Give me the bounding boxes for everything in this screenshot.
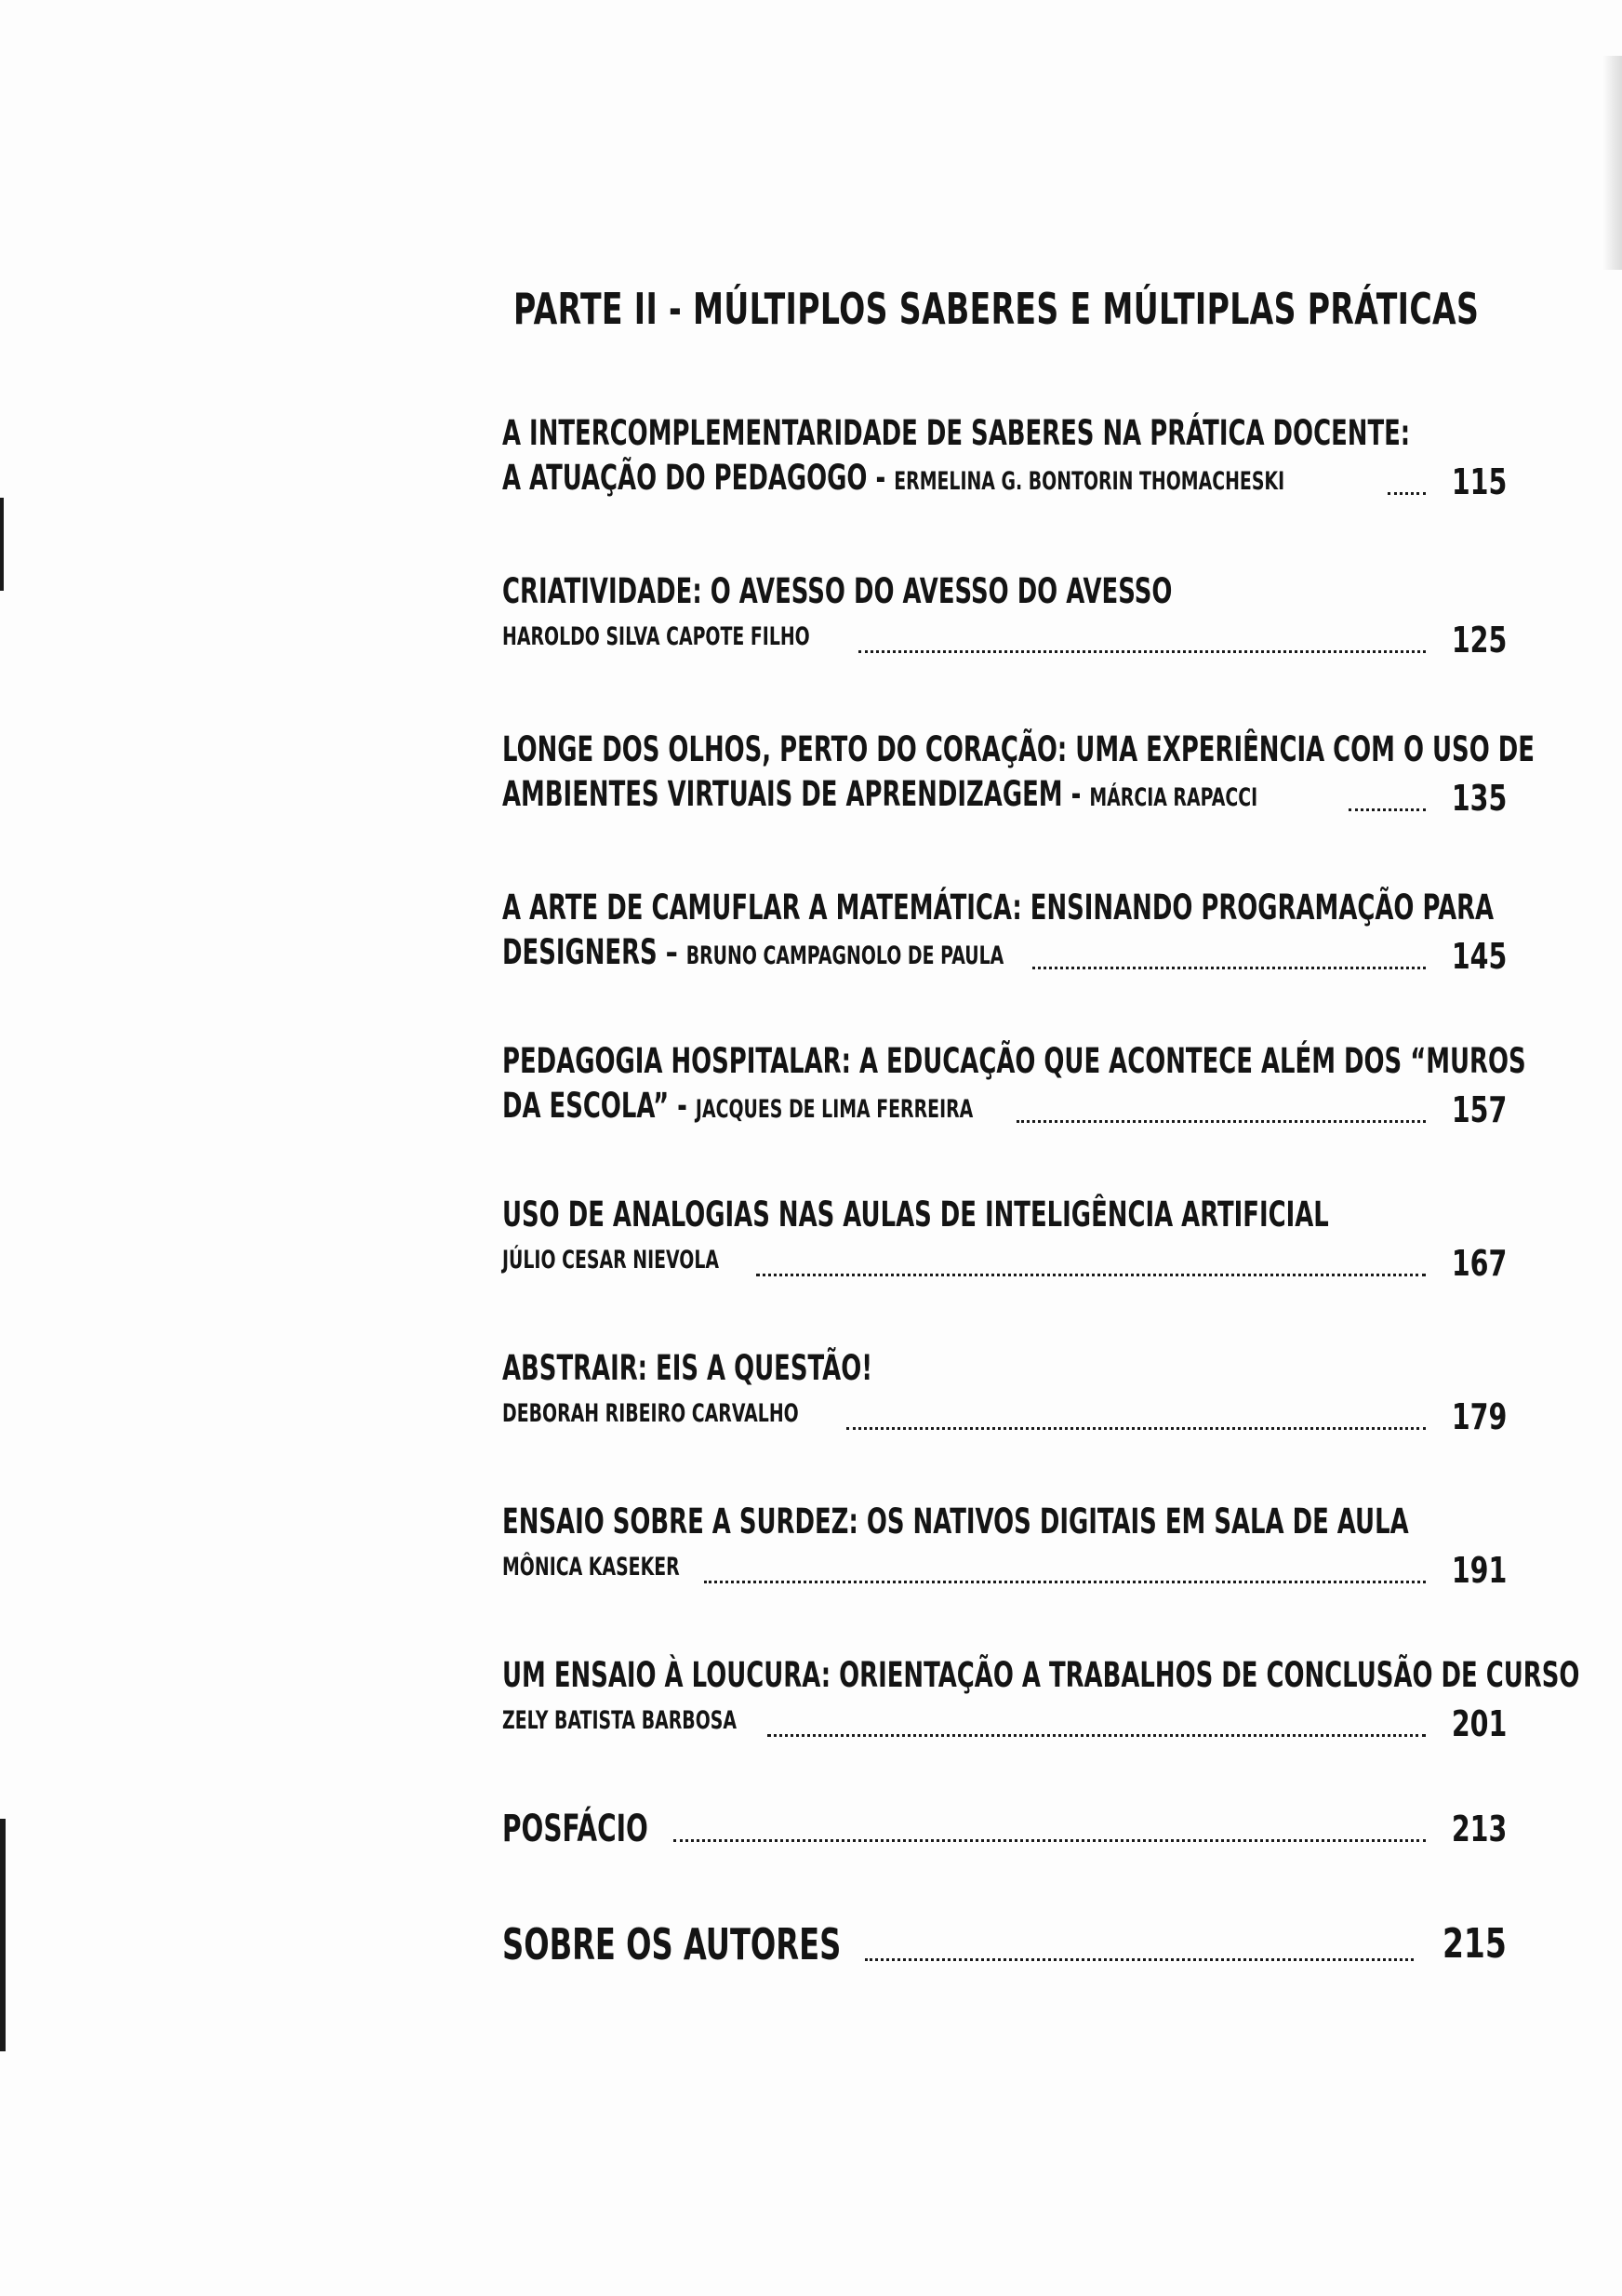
toc-entry-sobre-autores[interactable] [502,1916,1507,1972]
entry-title-line: CRIATIVIDADE: O AVESSO DO AVESSO DO AVESSO [502,571,1173,611]
toc-entry[interactable] [502,1498,1507,1595]
entry-leader-row [502,1805,1507,1853]
entry-title: SOBRE OS AUTORES [502,1919,842,1969]
entry-page-number: 179 [1451,1396,1507,1437]
toc-entry[interactable] [502,1651,1580,1748]
entry-page-number: 145 [1451,936,1507,977]
entry-page-number: 213 [1451,1809,1507,1849]
entry-author: HAROLDO SILVA CAPOTE FILHO [502,622,810,651]
entry-author: ERMELINA G. BONTORIN THOMACHESKI [894,467,1285,496]
entry-title-line: LONGE DOS OLHOS, PERTO DO CORAÇÃO: UMA EXPERIÊNCIA COM O USO DE [502,729,1535,769]
entry-title: POSFÁCIO [502,1808,648,1850]
dot-leader [858,650,1426,653]
entry-author: DEBORAH RIBEIRO CARVALHO [502,1399,799,1428]
entry-leader-row [502,1086,1507,1134]
entry-lead [502,454,1284,506]
entry-leader-row [502,1546,1507,1595]
entry-author: JÚLIO CESAR NIEVOLA [502,1246,720,1275]
entry-page-number: 157 [1451,1089,1507,1130]
entry-page-number: 191 [1451,1550,1507,1591]
dot-leader [846,1427,1425,1430]
entry-page-number: 135 [1451,778,1507,819]
entry-lead [502,1236,719,1288]
entry-lead [502,1543,680,1595]
entry-separator: - [669,1086,696,1126]
entry-lead [502,1390,799,1441]
entry-author: MÁRCIA RAPACCI [1089,783,1258,812]
entry-leader-row [502,1916,1507,1972]
entry-lead [502,770,1257,822]
entry-page-number: 215 [1443,1920,1507,1968]
entry-title-end: AMBIENTES VIRTUAIS DE APRENDIZAGEM [502,774,1063,814]
dot-leader [704,1581,1425,1583]
entry-lead [502,1697,737,1748]
part-heading: PARTE II - MÚLTIPLOS SABERES E MÚLTIPLAS PRÁTICAS [513,284,1480,334]
entry-page-number: 167 [1451,1243,1507,1284]
toc-entry[interactable] [502,1191,1507,1288]
entry-title-line: PEDAGOGIA HOSPITALAR: A EDUCAÇÃO QUE ACONTECE ALÉM DOS “MUROS [502,1041,1526,1081]
entry-leader-row [502,616,1507,664]
entry-leader-row [502,458,1507,506]
entry-title-line: ENSAIO SOBRE A SURDEZ: OS NATIVOS DIGITAIS EM SALA DE AULA [502,1502,1409,1542]
scan-edge-shadow [1602,56,1622,270]
entry-page-number: 201 [1451,1703,1507,1744]
toc-entry-posfacio[interactable] [502,1805,1507,1853]
entry-title-line: ABSTRAIR: EIS A QUESTÃO! [502,1348,873,1388]
toc-entry[interactable] [502,1037,1526,1134]
entry-separator: - [867,458,895,498]
entry-title-end: DESIGNERS [502,932,658,972]
toc-entry[interactable] [502,409,1507,506]
toc-entry[interactable] [502,1344,1507,1441]
entry-separator: - [1062,774,1090,814]
dot-leader [1017,1120,1425,1123]
entry-author: BRUNO CAMPAGNOLO DE PAULA [685,941,1004,970]
entry-title-end: A ATUAÇÃO DO PEDAGOGO [502,458,868,498]
entry-separator: – [657,932,686,972]
toc-entry[interactable] [502,884,1507,981]
entry-lead [502,613,810,664]
entry-leader-row [502,774,1507,822]
entry-lead [502,1082,973,1134]
entry-leader-row [502,1700,1507,1748]
entry-title-line: A ARTE DE CAMUFLAR A MATEMÁTICA: ENSINANDO PROGRAMAÇÃO PARA [502,888,1495,928]
entry-page-number: 115 [1451,461,1507,502]
dot-leader [756,1274,1426,1276]
scan-margin-mark [0,1819,6,2051]
scan-margin-mark [0,498,4,591]
entry-title-line: USO DE ANALOGIAS NAS AULAS DE INTELIGÊNCIA ARTIFICIAL [502,1195,1329,1235]
dot-leader [1032,967,1425,969]
dot-leader [1388,492,1426,495]
entry-author: MÔNICA KASEKER [502,1553,680,1582]
entry-author: ZELY BATISTA BARBOSA [502,1706,738,1735]
toc-entry[interactable] [502,726,1535,822]
entry-author: JACQUES DE LIMA FERREIRA [695,1095,974,1124]
entry-title-line: A INTERCOMPLEMENTARIDADE DE SABERES NA PRÁTICA DOCENTE: [502,413,1411,453]
entry-title-end: DA ESCOLA” [502,1086,670,1126]
dot-leader [865,1958,1414,1961]
entry-leader-row [502,1239,1507,1288]
entry-leader-row [502,1393,1507,1441]
entry-lead [502,928,1004,981]
toc-entry[interactable] [502,567,1507,664]
entry-title-line: UM ENSAIO À LOUCURA: ORIENTAÇÃO A TRABALHOS DE CONCLUSÃO DE CURSO [502,1655,1580,1695]
dot-leader [1349,808,1425,811]
entry-page-number: 125 [1451,620,1507,661]
entry-leader-row [502,932,1507,981]
dot-leader [673,1839,1426,1842]
dot-leader [767,1734,1426,1737]
